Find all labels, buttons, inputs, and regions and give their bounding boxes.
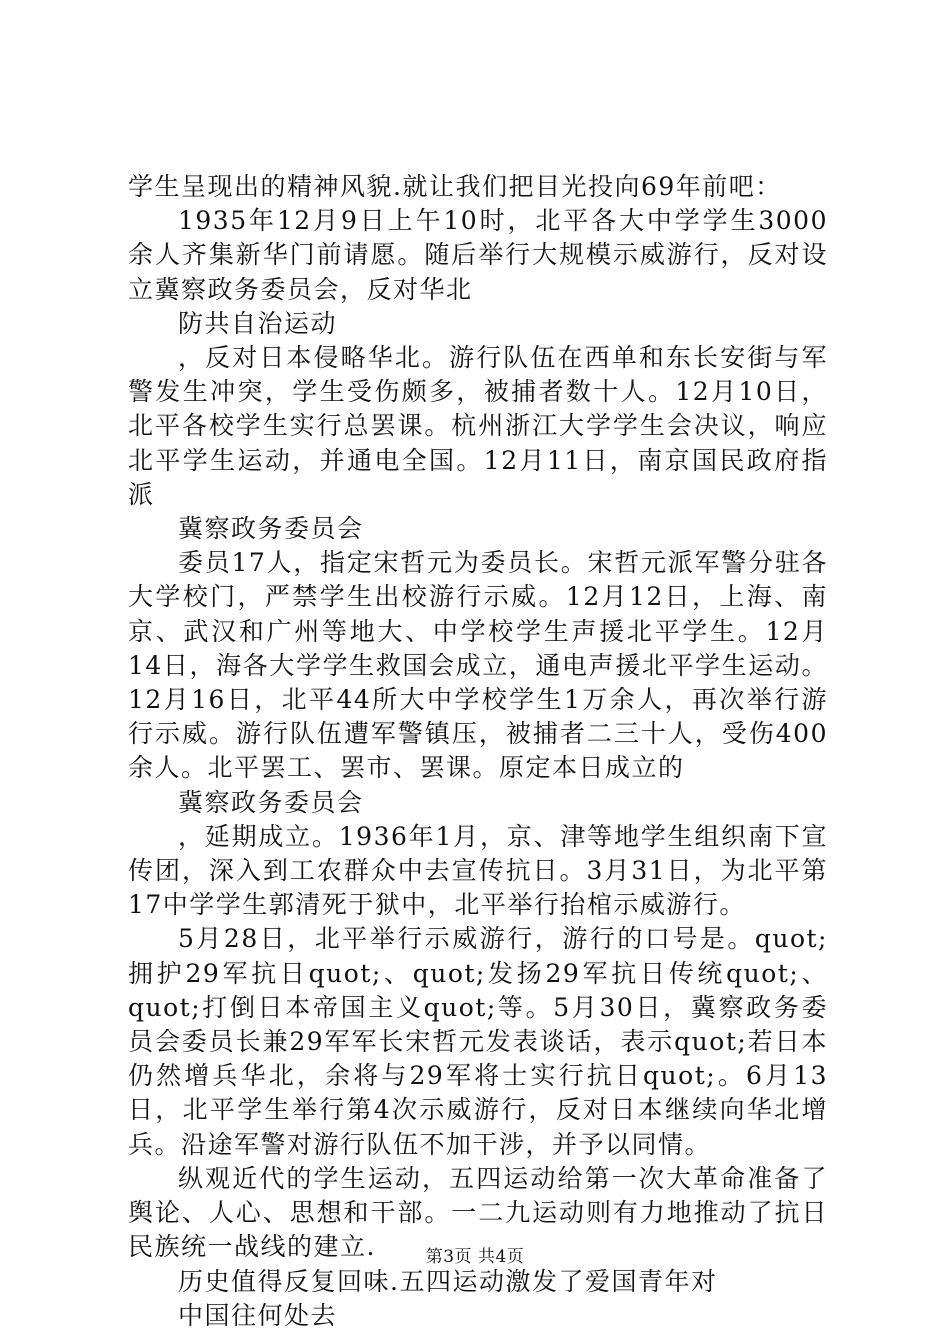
- paragraph: 5月28日，北平举行示威游行，游行的口号是。quot;拥护29军抗日quot;、quot;发扬29军抗日传统quot;、quot;打倒日本帝国主义quot;等。5月30日，冀察政务委员会委员长兼29军军长宋哲元发表谈话，表示quot;若日本仍然增兵华北，余将与29军将士实行抗日quot;。6月13日，北平学生举行第4次示威游行，反对日本继续向华北增兵。沿途军警对游行队伍不加干涉，并予以同情。: [128, 924, 828, 1159]
- paragraph: 冀察政务委员会: [178, 787, 364, 817]
- paragraph: 学生呈现出的精神风貌.就让我们把目光投向69年前吧：: [128, 172, 782, 201]
- paragraph: 冀察政务委员会: [178, 514, 364, 544]
- page-footer: 第3页 共4页: [425, 1247, 525, 1267]
- paragraph: 防共自治运动: [178, 308, 338, 338]
- paragraph: 历史值得反复回味.五四运动激发了爱国青年对: [178, 1266, 718, 1296]
- body-text: [128, 170, 828, 1333]
- paragraph: 委员17人，指定宋哲元为委员长。宋哲元派军警分驻各大学校门，严禁学生出校游行示威。12月12日，上海、南京、武汉和广州等地大、中学校学生声援北平学生。12月14日，海各大学学生救国会成立，通电声援北平学生运动。12月16日，北平44所大中学校学生1万余人，再次举行游行示威。游行队伍遭军警镇压，被捕者二三十人，受伤400余人。北平罢工、罢市、罢课。原定本日成立的: [128, 548, 828, 783]
- paragraph: 中国往何处去: [178, 1300, 338, 1330]
- paragraph: ，反对日本侵略华北。游行队伍在西单和东长安街与军警发生冲突，学生受伤颇多，被捕者数十人。12月10日，北平各校学生实行总罢课。杭州浙江大学学生会决议，响应北平学生运动，并通电全国。12月11日，南京国民政府指派: [128, 343, 828, 509]
- paragraph: 纵观近代的学生运动，五四运动给第一次大革命准备了舆论、人心、思想和干部。一二九运动则有力地推动了抗日民族统一战线的建立.: [128, 1163, 828, 1262]
- paragraph: ，延期成立。1936年1月，京、津等地学生组织南下宣传团，深入到工农群众中去宣传抗日。3月31日，为北平第17中学学生郭清死于狱中，北平举行抬棺示威游行。: [128, 821, 828, 920]
- paragraph: 1935年12月9日上午10时，北平各大中学学生3000余人齐集新华门前请愿。随后举行大规模示威游行，反对设立冀察政务委员会，反对华北: [128, 206, 828, 304]
